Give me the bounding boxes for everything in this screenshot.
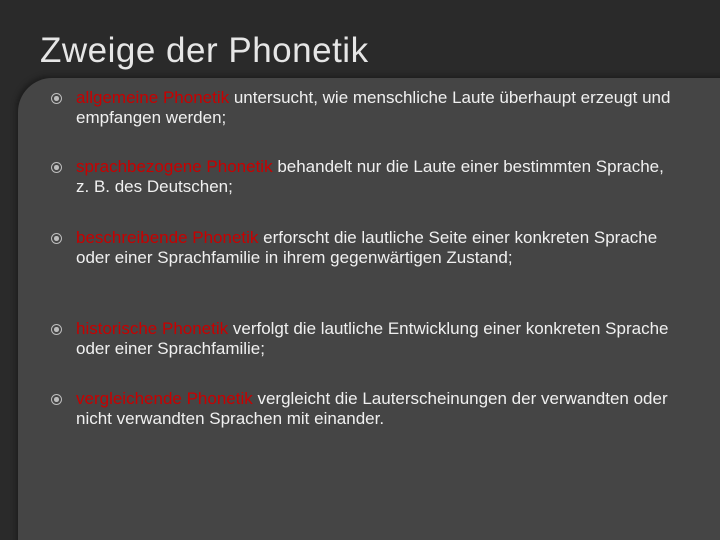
circle-bullet-icon [51, 162, 62, 173]
bullet-text [76, 389, 676, 429]
bullet-term: allgemeine Phonetik [76, 88, 230, 107]
bullet-text [76, 157, 676, 197]
bullet-text [76, 228, 676, 268]
bullet-description: behandelt nur die Laute einer bestimmten Sprache, z. B. des Deutschen; [76, 157, 664, 196]
bullet-term: sprachbezogene Phonetik [76, 157, 273, 176]
bullet-description: verfolgt die lautliche Entwicklung einer konkreten Sprache oder einer Sprachfamilie; [76, 319, 669, 358]
bullet-description: erforscht die lautliche Seite einer konkreten Sprache oder einer Sprachfamilie in ihrem gegenwärtigen Zustand; [76, 228, 658, 267]
bullet-term: historische Phonetik [76, 319, 229, 338]
bullet-term: beschreibende Phonetik [76, 228, 259, 247]
bullet-text [76, 319, 676, 359]
bullet-description: untersucht, wie menschliche Laute überhaupt erzeugt und empfangen werden; [76, 88, 671, 127]
circle-bullet-icon [51, 324, 62, 335]
bullet-text [76, 88, 676, 128]
circle-bullet-icon [51, 93, 62, 104]
bullet-term: vergleichende Phonetik [76, 389, 253, 408]
circle-bullet-icon [51, 394, 62, 405]
slide-title: Zweige der Phonetik [40, 31, 369, 70]
circle-bullet-icon [51, 233, 62, 244]
bullet-description: vergleicht die Lauterscheinungen der verwandten oder nicht verwandten Sprachen mit einander. [76, 389, 668, 428]
